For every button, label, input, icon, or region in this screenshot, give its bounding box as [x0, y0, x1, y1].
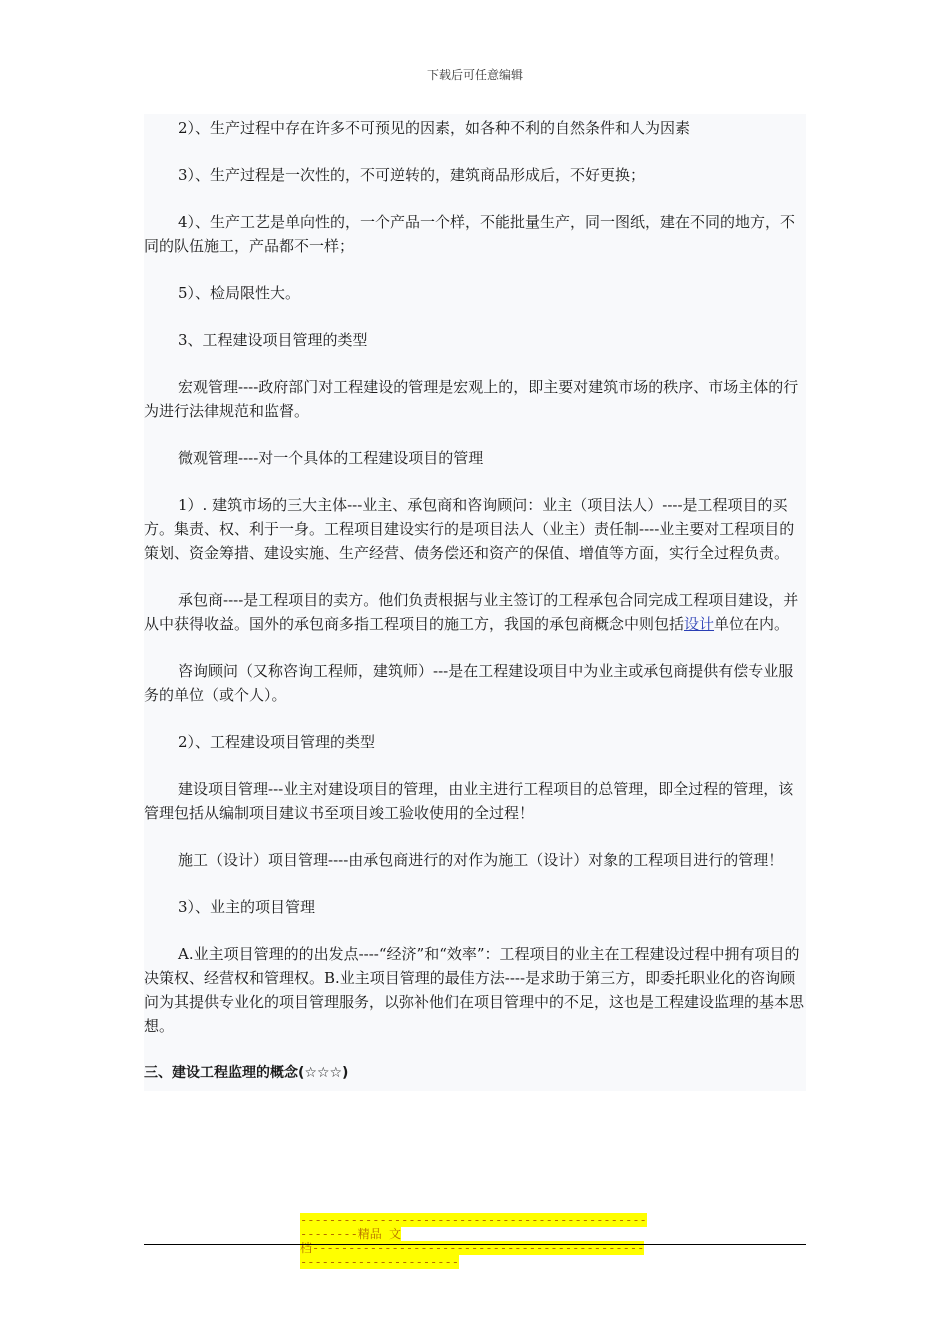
paragraph-item-3: 3）、生产过程是一次性的，不可逆转的，建筑商品形成后，不好更换；: [178, 166, 646, 184]
document-body: [144, 114, 806, 1091]
paragraph-three-parties: 1）. 建筑市场的三大主体---业主、承包商和咨询顾问：业主（项目法人）----是工程项目的买方。集责、权、利于一身。工程项目建设实行的是项目法人（业主）责任制----业主要对工程项目的策划、资金筹措、建设实施、生产经营、债务偿还和资产的保值、增值等方面，实行全过程负责。: [144, 496, 795, 562]
subheading-management-types: 3、工程建设项目管理的类型: [178, 331, 368, 349]
contractor-text-before: 承包商----是工程项目的卖方。他们负责根据与业主签订的工程承包合同完成工程项目建设，并从中获得收益。国外的承包商多指工程项目的施工方，我国的承包商概念中则包括: [144, 591, 799, 633]
paragraph-item-5: 5）、检局限性大。: [178, 284, 301, 302]
contractor-text-after: 单位在内。: [714, 615, 790, 633]
footer-divider: [144, 1244, 806, 1245]
design-link[interactable]: 设计: [684, 615, 715, 633]
subheading-project-management-types: 2）、工程建设项目管理的类型: [178, 733, 376, 751]
page-header: 下载后可任意编辑: [426, 68, 523, 82]
paragraph-construction-design-management: 施工（设计）项目管理----由承包商进行的对作为施工（设计）对象的工程项目进行的管理！: [178, 851, 784, 869]
footer-line-2: 档--------------------------------------------------------------------: [300, 1241, 645, 1269]
paragraph-item-4: 4）、生产工艺是单向性的，一个产品一个样，不能批量生产，同一图纸，建在不同的地方，不同的队伍施工，产品都不一样；: [144, 213, 796, 255]
subheading-owner-management: 3）、业主的项目管理: [178, 898, 316, 916]
paragraph-construction-project-management: 建设项目管理---业主对建设项目的管理，由业主进行工程项目的总管理，即全过程的管理，该管理包括从编制项目建议书至项目竣工验收使用的全过程！: [144, 780, 794, 822]
paragraph-owner-management: A.业主项目管理的的出发点----“经济”和“效率”：工程项目的业主在工程建设过程中拥有项目的决策权、经营权和管理权。B.业主项目管理的最佳方法----是求助于第三方，即委托职业化的咨询顾问为其提供专业化的项目管理服务，以弥补他们在项目管理中的不足，这也是工程建设监理的基本思想。: [144, 945, 805, 1035]
footer-line-1: --------------------------------------------------------精品 文: [300, 1213, 647, 1241]
paragraph-macro-management: 宏观管理----政府部门对工程建设的管理是宏观上的，即主要对建筑市场的秩序、市场主体的行为进行法律规范和监督。: [144, 378, 799, 420]
paragraph-item-2: 2）、生产过程中存在许多不可预见的因素，如各种不利的自然条件和人为因素: [178, 119, 691, 137]
paragraph-contractor: [144, 588, 806, 636]
section-heading: 三、建设工程监理的概念(☆☆☆): [144, 1065, 349, 1081]
paragraph-micro-management: 微观管理----对一个具体的工程建设项目的管理: [178, 449, 484, 467]
paragraph-consultant: 咨询顾问（又称咨询工程师，建筑师）---是在工程建设项目中为业主或承包商提供有偿专业服务的单位（或个人）。: [144, 662, 794, 704]
footer-watermark: [300, 1213, 648, 1269]
